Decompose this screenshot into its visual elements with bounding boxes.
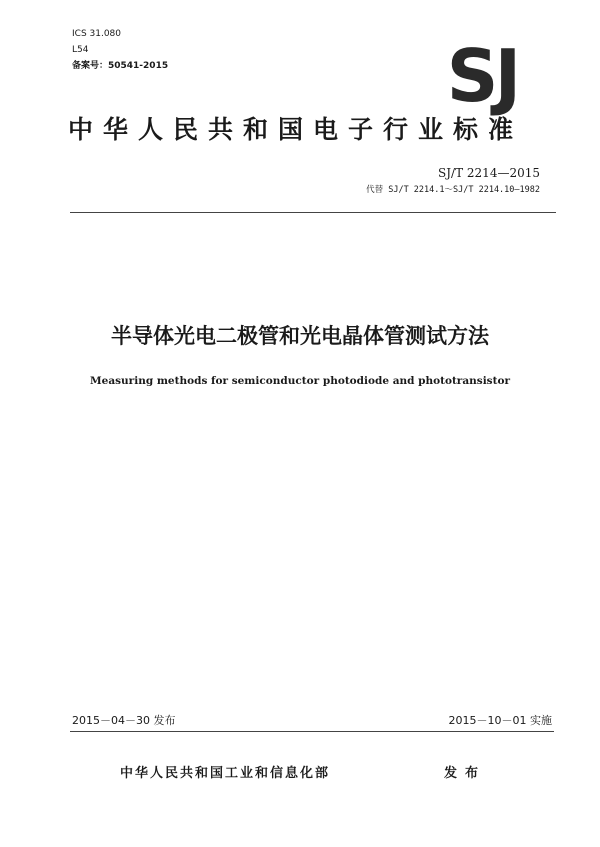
document-title-english: Measuring methods for semiconductor photodiode and phototransistor (90, 375, 510, 387)
filing-number: 备案号：50541-2015 (72, 61, 169, 71)
ics-code: ICS 31.080 (72, 29, 122, 39)
replaces-standard: 代替 SJ/T 2214.1～SJ/T 2214.10—1982 (366, 185, 540, 195)
ccs-code: L54 (72, 45, 89, 55)
document-title-chinese: 半导体光电二极管和光电晶体管测试方法 (111, 324, 489, 348)
sj-logo: SJ (446, 34, 518, 118)
issuing-authority: 中华人民共和国工业和信息化部 (120, 766, 331, 781)
standard-number: SJ/T 2214—2015 (438, 166, 540, 180)
header-divider (70, 212, 556, 213)
issue-label: 发布 (444, 766, 487, 781)
footer-divider (70, 731, 554, 732)
issue-date: 2015－04－30 发布 (72, 714, 176, 727)
effective-date: 2015－10－01 实施 (448, 714, 552, 727)
standard-category-heading: 中华人民共和国电子行业标准 (68, 115, 524, 144)
